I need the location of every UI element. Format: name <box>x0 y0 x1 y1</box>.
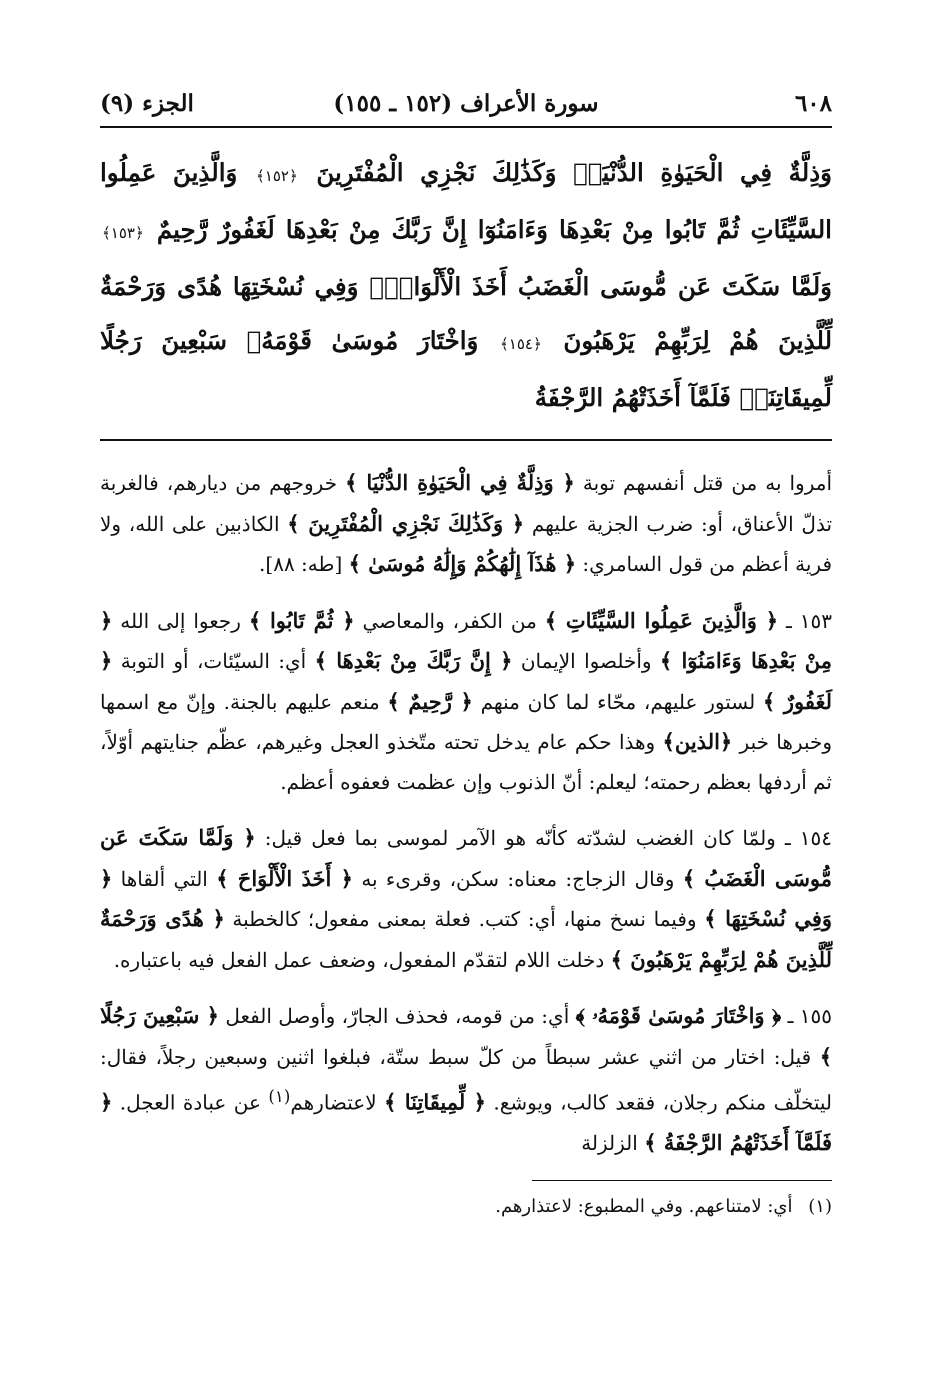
citation: [طه: ٨٨]. <box>259 552 343 576</box>
verse-number: ١٥٣ ـ <box>786 608 833 633</box>
book-page <box>100 80 832 1223</box>
header-rule <box>100 126 832 128</box>
quran-quote: ﴿ وَفِي نُسْخَتِهَا ﴾ <box>100 865 833 931</box>
text: لاعتضارهم <box>290 1090 377 1115</box>
quran-quote: ﴿ وَالَّذِينَ عَمِلُوا السَّيِّئَاتِ ﴾ <box>544 607 779 633</box>
text: وفيما نسخ منها، أي: كتب. فعلة بمعنى مفعول؛ كالخطبة <box>232 907 697 931</box>
text: قيل: اختار من اثني عشر سبطاً من كلّ سبط ستّة، فبلغوا اثنين وسبعين رجلاً، فقال: ليتخلّف منكم رجلان، فقعد كالب، ويوشع. <box>100 1044 833 1115</box>
text: منعم عليهم بالجنة. وإنّ مع اسمها وخبرها خبر <box>100 689 833 754</box>
footnote-text: أي: لامتناعهم. وفي المطبوع: لاعتذارهم. <box>495 1195 793 1217</box>
commentary-paragraph-152 <box>100 463 832 585</box>
verse-152-end: وَذِلَّةٌ فِي الْحَيَوٰةِ الدُّنْيَاۚ وَكَذَٰلِكَ نَجْزِي الْمُفْتَرِينَ <box>316 158 833 187</box>
text: وقال الزجاج: معناه: سكن، وقرىء به <box>361 866 675 891</box>
text: وهذا حكم عام يدخل تحته متّخذو العجل وغيرهم، عظّم جنايتهم أوّلاً، ثم أردفها بعظم رحمته؛ ليعلم: أنّ الذنوب وإن عظمت فعفوه أعظم. <box>100 730 832 794</box>
quran-quote: ﴿ وَاخْتَارَ مُوسَىٰ قَوْمَهُۥ ﴾ <box>575 1003 782 1028</box>
text: الكاذبين على الله، ولا فرية أعظم من قول السامري: <box>100 511 832 576</box>
quran-quote: ﴿ أَخَذَ الْأَلْوَاحَ ﴾ <box>216 865 353 891</box>
text: من الكفر، والمعاصي <box>362 608 537 633</box>
verse-155-start: وَاخْتَارَ مُوسَىٰ قَوْمَهُۥ سَبْعِينَ رَجُلًا لِّمِيقَاتِنَاۖ فَلَمَّآ أَخَذَتْهُمُ الرَّجْفَةُ <box>100 326 832 412</box>
quran-rule <box>100 439 832 441</box>
quran-quote: ﴿ رَّحِيمٌ ﴾ <box>387 688 473 714</box>
quran-quote: ﴿ إِنَّ رَبَّكَ مِنْ بَعْدِهَا ﴾ <box>314 648 513 673</box>
quran-quote: ﴿ وَكَذَٰلِكَ نَجْزِي الْمُفْتَرِينَ ﴾ <box>287 510 525 536</box>
text: رجعوا إلى الله <box>120 608 241 633</box>
quran-quote: ﴿ ثُمَّ تَابُوا ﴾ <box>248 607 355 633</box>
ayah-marker-152: ﴿١٥٢﴾ <box>255 167 298 185</box>
quran-quote: ﴿ لَغَفُورٌ ﴾ <box>100 648 833 714</box>
page-number: ٦٠٨ <box>794 89 832 117</box>
text: لستور عليهم، محّاء لما كان منهم <box>480 689 756 714</box>
text: أمروا به من قتل أنفسهم توبة <box>582 471 833 495</box>
footnote <box>100 1191 832 1223</box>
ayah-marker-153: ﴿١٥٣﴾ <box>102 224 144 242</box>
quran-quote: ﴿ مِنْ بَعْدِهَا وَءَامَنُوٓا ﴾ <box>100 607 833 673</box>
commentary <box>100 463 832 1164</box>
quran-text-block <box>100 146 832 425</box>
quran-quote: ﴿ فَلَمَّآ أَخَذَتْهُمُ الرَّجْفَةُ ﴾ <box>100 1089 832 1156</box>
quran-quote: ﴿ هَٰذَآ إِلَٰهُكُمْ وَإِلَٰهُ مُوسَىٰ ﴾ <box>348 551 577 576</box>
juz-label: الجزء (٩) <box>100 89 194 117</box>
text: خروجهم من ديارهم، فالغربة تذلّ الأعناق، أو: ضرب الجزية عليهم <box>100 471 833 536</box>
text: التي ألقاها <box>120 866 208 891</box>
surah-title: سورة الأعراف (١٥٢ ـ ١٥٥) <box>333 89 599 117</box>
text: الزلزلة <box>581 1131 638 1156</box>
quran-quote: ﴿ سَبْعِينَ رَجُلًا ﴾ <box>100 1003 833 1069</box>
text: عن عبادة العجل. <box>119 1090 261 1115</box>
quran-quote: ﴿ هُدًى وَرَحْمَةٌ لِّلَّذِينَ هُمْ لِرَبِّهِمْ يَرْهَبُونَ ﴾ <box>100 906 832 972</box>
text: ١٥٤ ـ ولمّا كان الغضب لشدّته كأنّه هو الآمر لموسى بما فعل قيل: <box>264 826 832 850</box>
verse-153: وَالَّذِينَ عَمِلُوا السَّيِّئَاتِ ثُمَّ تَابُوا مِنْ بَعْدِهَا وَءَامَنُوٓا إِنَّ رَبَّكَ مِنْ بَعْدِهَا لَغَفُورٌ رَّحِيمٌ <box>100 158 832 244</box>
ayah-marker-154: ﴿١٥٤﴾ <box>499 335 542 353</box>
text: وأخلصوا الإيمان <box>520 649 652 673</box>
text: أي: من قومه، فحذف الجارّ، وأوصل الفعل <box>225 1004 570 1028</box>
commentary-paragraph-155 <box>100 996 832 1164</box>
commentary-paragraph-153 <box>100 601 832 803</box>
text: أي: السيّئات، أو التوبة <box>120 649 307 673</box>
verse-154: وَلَمَّا سَكَتَ عَن مُّوسَى الْغَضَبُ أَخَذَ الْأَلْوَاحَۖ وَفِي نُسْخَتِهَا هُدًى وَرَحْمَةٌ لِّلَّذِينَ هُمْ لِرَبِّهِمْ يَرْهَبُونَ <box>100 272 833 355</box>
footnote-rule <box>532 1180 832 1181</box>
verse-number: ١٥٥ ـ <box>787 1004 833 1028</box>
text: دخلت اللام لتقدّم المفعول، وضعف عمل الفعل فيه باعتباره. <box>113 947 605 972</box>
quran-quote: ﴿ لِّمِيقَاتِنَا ﴾ <box>384 1089 486 1115</box>
footnote-reference[interactable]: (١) <box>268 1087 291 1106</box>
quran-quote: ﴿الذين﴾ <box>662 729 733 754</box>
quran-quote: ﴿ وَلَمَّا سَكَتَ عَن مُّوسَى الْغَضَبُ ﴾ <box>100 825 833 891</box>
commentary-paragraph-154 <box>100 818 832 980</box>
footnote-number: (١) <box>808 1195 832 1217</box>
page-header <box>100 80 832 126</box>
quran-quote: ﴿ وَذِلَّةٌ فِي الْحَيَوٰةِ الدُّنْيَا ﴾ <box>345 470 575 495</box>
